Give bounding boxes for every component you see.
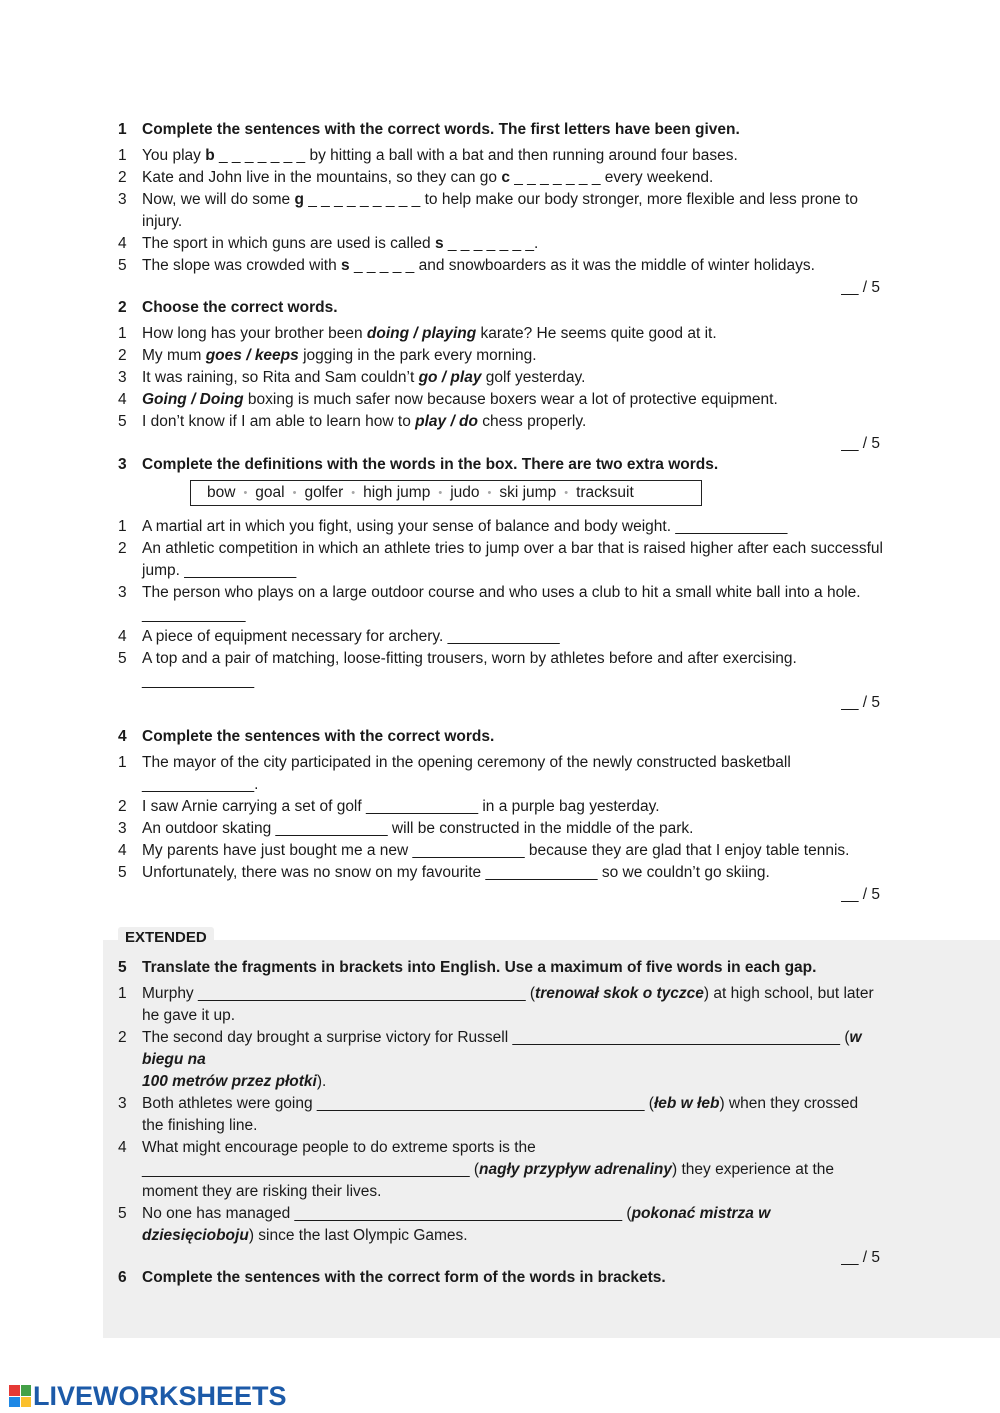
text-fragment: The sport in which guns are used is called bbox=[142, 235, 435, 252]
exercise-item bbox=[118, 167, 883, 189]
exercise-instruction: Complete the sentences with the correct words. The first letters have been given. bbox=[142, 121, 740, 138]
text-fragment: My parents have just bought me a new _____________ because they are glad that I enjoy table tennis. bbox=[142, 842, 850, 859]
item-number: 2 bbox=[118, 540, 127, 557]
exercise-title bbox=[118, 297, 883, 319]
text-fragment: jogging in the park every morning. bbox=[298, 347, 537, 364]
exercise-item bbox=[118, 345, 883, 367]
item-number: 1 bbox=[118, 985, 127, 1002]
liveworksheets-logo[interactable] bbox=[9, 1382, 287, 1410]
text-fragment: The mayor of the city participated in the opening ceremony of the newly constructed basketball bbox=[142, 754, 791, 771]
exercise-item bbox=[118, 367, 883, 389]
exercise-5 bbox=[118, 957, 883, 1269]
text-fragment: _ _ _ _ _ _ _ _ _ to help make our body stronger, more flexible and less prone to injury. bbox=[142, 191, 858, 230]
exercise-item bbox=[118, 626, 883, 648]
text-fragment: Both athletes were going ______________________________________ ( bbox=[142, 1095, 654, 1112]
exercise-item bbox=[118, 818, 883, 840]
text-fragment: ) when they crossed the finishing line. bbox=[142, 1095, 859, 1134]
word-box-item: judo bbox=[450, 484, 480, 501]
exercise-instruction: Complete the sentences with the correct form of the words in brackets. bbox=[142, 1269, 666, 1286]
answer-option: nagły przypływ adrenaliny bbox=[479, 1161, 672, 1178]
item-text[interactable] bbox=[142, 367, 883, 389]
exercise-number: 2 bbox=[118, 299, 127, 316]
item-text[interactable] bbox=[142, 516, 883, 538]
item-text[interactable] bbox=[142, 752, 883, 796]
item-text[interactable] bbox=[142, 389, 883, 411]
item-number: 5 bbox=[118, 257, 127, 274]
exercise-1 bbox=[118, 119, 883, 299]
exercise-item bbox=[118, 1203, 883, 1247]
text-fragment: _____________ bbox=[142, 672, 255, 689]
bullet-separator: • bbox=[487, 487, 492, 499]
answer-option: 100 metrów przez płotki bbox=[142, 1073, 317, 1090]
text-fragment: chess properly. bbox=[478, 413, 587, 430]
logo-text: LIVEWORKSHEETS bbox=[33, 1380, 287, 1411]
text-fragment: How long has your brother been bbox=[142, 325, 367, 342]
exercise-item bbox=[118, 411, 883, 433]
exercise-item bbox=[118, 1137, 883, 1203]
item-text[interactable] bbox=[142, 1137, 883, 1203]
word-box bbox=[190, 480, 702, 506]
first-letter-hint: b bbox=[205, 147, 215, 164]
exercise-6 bbox=[118, 1267, 883, 1293]
item-number: 2 bbox=[118, 347, 127, 364]
item-number: 1 bbox=[118, 754, 127, 771]
score-field: __ / 5 bbox=[841, 694, 880, 711]
word-box-item: tracksuit bbox=[576, 484, 634, 501]
text-fragment: ) at high school, but later he gave it up. bbox=[142, 985, 874, 1024]
item-text[interactable] bbox=[142, 538, 883, 582]
item-text[interactable] bbox=[142, 167, 883, 189]
item-number: 1 bbox=[118, 325, 127, 342]
item-number: 3 bbox=[118, 584, 127, 601]
exercise-item bbox=[118, 538, 883, 582]
exercise-item bbox=[118, 389, 883, 411]
text-fragment: _ _ _ _ _ _ _. bbox=[443, 235, 539, 252]
answer-option: go / play bbox=[418, 369, 482, 386]
text-fragment: No one has managed ______________________________________ ( bbox=[142, 1205, 632, 1222]
item-text[interactable] bbox=[142, 1203, 883, 1247]
text-fragment: A piece of equipment necessary for archery. _____________ bbox=[142, 628, 560, 645]
text-fragment: My mum bbox=[142, 347, 206, 364]
word-box-item: ski jump bbox=[499, 484, 557, 501]
exercise-item bbox=[118, 145, 883, 167]
bullet-separator: • bbox=[564, 487, 569, 499]
text-fragment: A martial art in which you fight, using your sense of balance and body weight. _____________ bbox=[142, 518, 788, 535]
text-fragment: An outdoor skating _____________ will be constructed in the middle of the park. bbox=[142, 820, 694, 837]
item-text[interactable] bbox=[142, 862, 883, 884]
text-fragment: karate? He seems quite good at it. bbox=[476, 325, 717, 342]
item-text[interactable] bbox=[142, 840, 883, 862]
answer-option: pokonać mistrza w dziesięcioboju bbox=[142, 1205, 771, 1244]
word-box-item: goal bbox=[255, 484, 285, 501]
text-fragment: Murphy ______________________________________ ( bbox=[142, 985, 536, 1002]
item-number: 5 bbox=[118, 650, 127, 667]
extended-label: EXTENDED bbox=[118, 927, 214, 949]
exercise-number: 5 bbox=[118, 959, 127, 976]
item-number: 1 bbox=[118, 147, 127, 164]
text-fragment: It was raining, so Rita and Sam couldn’t bbox=[142, 369, 419, 386]
answer-option: doing / playing bbox=[366, 325, 477, 342]
item-text[interactable] bbox=[142, 648, 883, 692]
item-number: 5 bbox=[118, 413, 127, 430]
exercise-instruction: Complete the definitions with the words in the box. There are two extra words. bbox=[142, 456, 719, 473]
item-number: 3 bbox=[118, 1095, 127, 1112]
item-number: 3 bbox=[118, 820, 127, 837]
item-text[interactable] bbox=[142, 1093, 883, 1137]
text-fragment: _ _ _ _ _ _ _ by hitting a ball with a bat and then running around four bases. bbox=[214, 147, 738, 164]
exercise-item bbox=[118, 796, 883, 818]
text-fragment: I saw Arnie carrying a set of golf _____________ in a purple bag yesterday. bbox=[142, 798, 660, 815]
answer-option: goes / keeps bbox=[205, 347, 299, 364]
item-number: 4 bbox=[118, 391, 127, 408]
text-fragment: _ _ _ _ _ _ _ every weekend. bbox=[509, 169, 714, 186]
exercise-item bbox=[118, 1027, 883, 1093]
exercise-number: 6 bbox=[118, 1269, 127, 1286]
bullet-separator: • bbox=[243, 487, 248, 499]
item-text[interactable] bbox=[142, 818, 883, 840]
exercise-3 bbox=[118, 454, 883, 714]
bullet-separator: • bbox=[292, 487, 297, 499]
item-number: 2 bbox=[118, 1029, 127, 1046]
exercise-item bbox=[118, 255, 883, 277]
exercise-title bbox=[118, 957, 883, 979]
text-fragment: boxing is much safer now because boxers wear a lot of protective equipment. bbox=[243, 391, 778, 408]
text-fragment: ____________ bbox=[142, 606, 246, 623]
first-letter-hint: g bbox=[294, 191, 304, 208]
item-text[interactable] bbox=[142, 796, 883, 818]
item-text[interactable] bbox=[142, 189, 883, 233]
text-fragment: ) since the last Olympic Games. bbox=[248, 1227, 468, 1244]
exercise-title bbox=[118, 454, 883, 476]
item-text[interactable] bbox=[142, 582, 883, 626]
item-text[interactable] bbox=[142, 323, 883, 345]
text-fragment: ______________________________________ ( bbox=[142, 1161, 480, 1178]
item-number: 4 bbox=[118, 235, 127, 252]
item-text[interactable] bbox=[142, 233, 883, 255]
exercise-title bbox=[118, 726, 883, 748]
first-letter-hint: s bbox=[434, 235, 444, 252]
item-text[interactable] bbox=[142, 983, 883, 1027]
item-number: 4 bbox=[118, 842, 127, 859]
exercise-number: 1 bbox=[118, 121, 127, 138]
item-text[interactable] bbox=[142, 1027, 883, 1093]
bullet-separator: • bbox=[438, 487, 443, 499]
item-text[interactable] bbox=[142, 145, 883, 167]
first-letter-hint: c bbox=[501, 169, 510, 186]
exercise-instruction: Choose the correct words. bbox=[142, 299, 338, 316]
score-field: __ / 5 bbox=[841, 886, 880, 903]
text-fragment: An athletic competition in which an athlete tries to jump over a bar that is raised higher after each successful jump. _____________ bbox=[142, 540, 883, 579]
score-field: __ / 5 bbox=[841, 435, 880, 452]
answer-option: Going / Doing bbox=[142, 391, 244, 408]
text-fragment: Kate and John live in the mountains, so they can go bbox=[142, 169, 502, 186]
answer-option: play / do bbox=[415, 413, 478, 430]
text-fragment: golf yesterday. bbox=[481, 369, 586, 386]
word-box-item: golfer bbox=[304, 484, 344, 501]
bullet-separator: • bbox=[351, 487, 356, 499]
text-fragment: The person who plays on a large outdoor course and who uses a club to hit a small white ball into a hole. bbox=[142, 584, 861, 601]
exercise-item bbox=[118, 582, 883, 626]
item-number: 3 bbox=[118, 191, 127, 208]
text-fragment: The second day brought a surprise victory for Russell ______________________________________ ( bbox=[142, 1029, 850, 1046]
text-fragment: Now, we will do some bbox=[142, 191, 295, 208]
answer-option: w biegu na bbox=[142, 1029, 862, 1068]
exercise-number: 3 bbox=[118, 456, 127, 473]
exercise-instruction: Complete the sentences with the correct words. bbox=[142, 728, 495, 745]
exercise-item bbox=[118, 233, 883, 255]
exercise-item bbox=[118, 323, 883, 345]
text-fragment: _____________. bbox=[142, 776, 259, 793]
exercise-item bbox=[118, 648, 883, 692]
exercise-item bbox=[118, 862, 883, 884]
item-number: 5 bbox=[118, 864, 127, 881]
exercise-item bbox=[118, 983, 883, 1027]
exercise-item bbox=[118, 840, 883, 862]
first-letter-hint: s bbox=[341, 257, 350, 274]
exercise-instruction: Translate the fragments in brackets into English. Use a maximum of five words in each gap. bbox=[142, 959, 817, 976]
answer-option: łeb w łeb bbox=[653, 1095, 720, 1112]
item-text[interactable] bbox=[142, 626, 883, 648]
text-fragment: A top and a pair of matching, loose-fitting trousers, worn by athletes before and after exercising. bbox=[142, 650, 797, 667]
exercise-number: 4 bbox=[118, 728, 127, 745]
exercise-4 bbox=[118, 726, 883, 906]
item-number: 2 bbox=[118, 169, 127, 186]
exercise-item bbox=[118, 516, 883, 538]
score-field: __ / 5 bbox=[841, 279, 880, 296]
logo-icon bbox=[9, 1385, 31, 1407]
item-number: 5 bbox=[118, 1205, 127, 1222]
item-text[interactable] bbox=[142, 411, 883, 433]
item-number: 1 bbox=[118, 518, 127, 535]
item-text[interactable] bbox=[142, 255, 883, 277]
text-fragment: ) they experience at the moment they are risking their lives. bbox=[142, 1161, 834, 1200]
item-text[interactable] bbox=[142, 345, 883, 367]
text-fragment: You play bbox=[142, 147, 206, 164]
exercise-item bbox=[118, 189, 883, 233]
text-fragment: ). bbox=[316, 1073, 327, 1090]
word-box-item: bow bbox=[207, 484, 236, 501]
text-fragment: I don’t know if I am able to learn how to bbox=[142, 413, 416, 430]
answer-option: trenował skok o tyczce bbox=[535, 985, 704, 1002]
exercise-item bbox=[118, 752, 883, 796]
text-fragment: _ _ _ _ _ and snowboarders as it was the middle of winter holidays. bbox=[349, 257, 815, 274]
text-fragment: The slope was crowded with bbox=[142, 257, 342, 274]
item-number: 4 bbox=[118, 628, 127, 645]
exercise-item bbox=[118, 1093, 883, 1137]
exercise-title bbox=[118, 119, 883, 141]
text-fragment: Unfortunately, there was no snow on my favourite _____________ so we couldn’t go skiing. bbox=[142, 864, 770, 881]
score-field: __ / 5 bbox=[841, 1249, 880, 1266]
text-fragment: What might encourage people to do extreme sports is the bbox=[142, 1139, 536, 1156]
exercise-title bbox=[118, 1267, 883, 1289]
word-box-item: high jump bbox=[363, 484, 431, 501]
item-number: 3 bbox=[118, 369, 127, 386]
item-number: 2 bbox=[118, 798, 127, 815]
item-number: 4 bbox=[118, 1139, 127, 1156]
exercise-2 bbox=[118, 297, 883, 455]
